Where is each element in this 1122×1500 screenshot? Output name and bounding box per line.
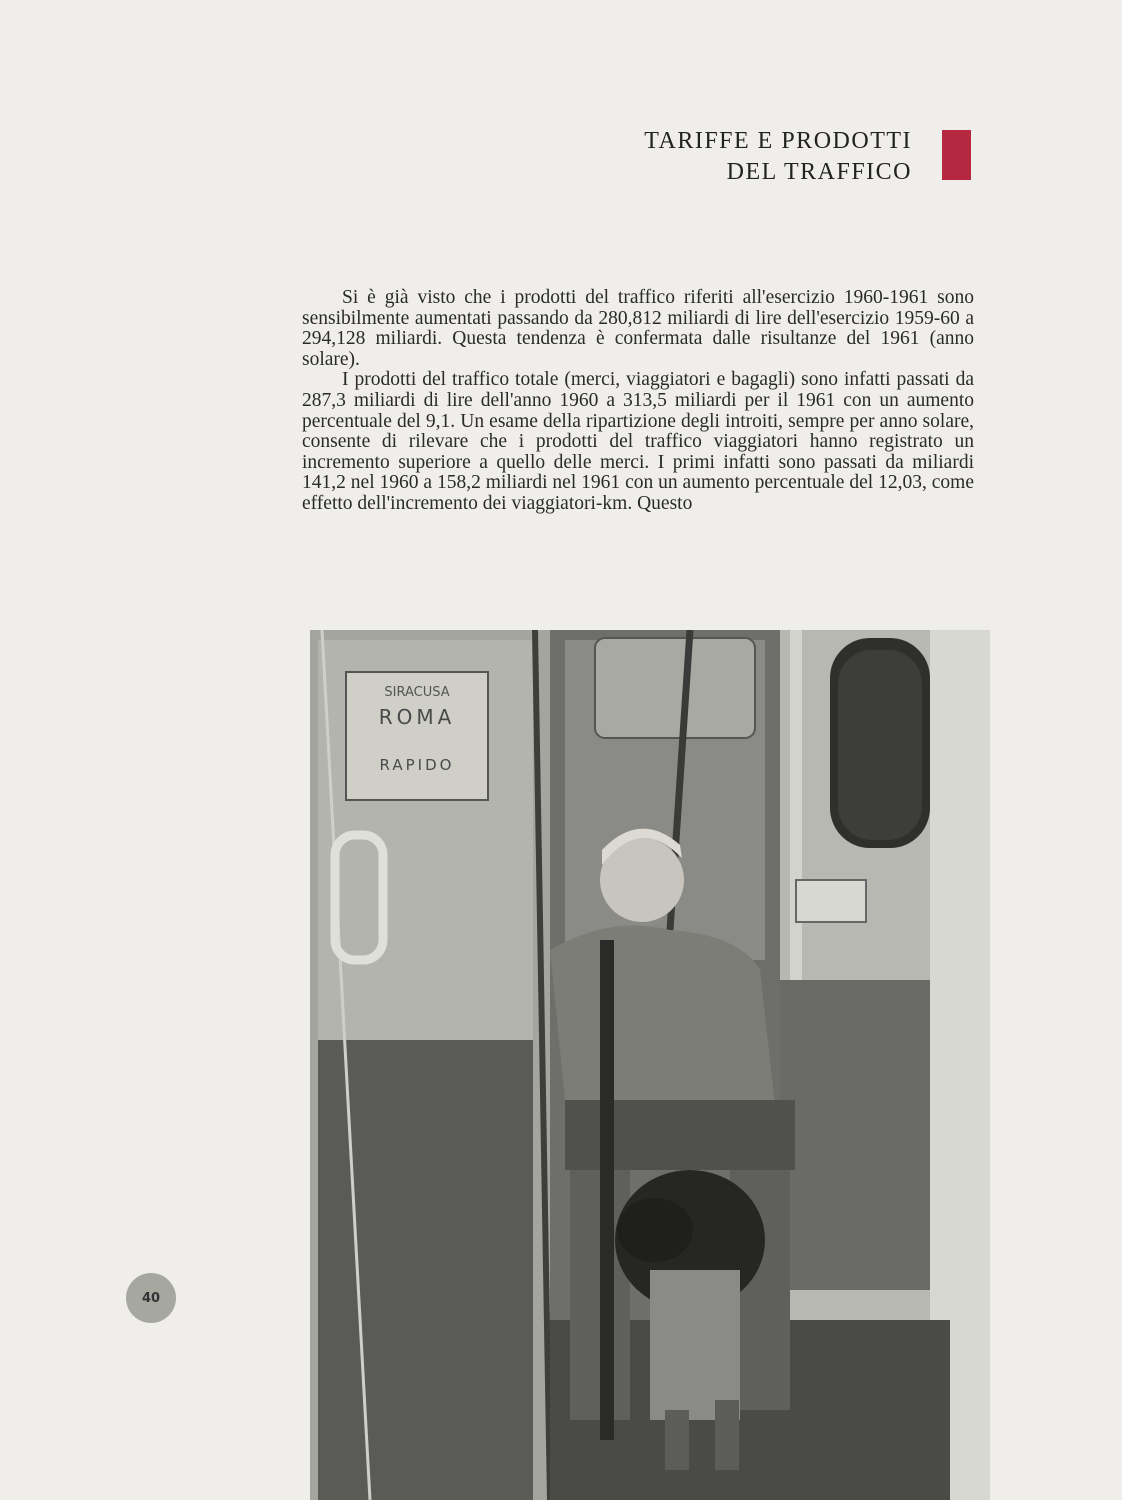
destination-sign bbox=[346, 672, 488, 800]
section-title bbox=[644, 126, 912, 188]
section-title-line-1: TARIFFE E PRODOTTI bbox=[644, 128, 912, 154]
body-text bbox=[302, 288, 974, 515]
section-marker bbox=[942, 130, 971, 180]
section-title-line-2: DEL TRAFFICO bbox=[726, 159, 912, 185]
paragraph-2: I prodotti del traffico totale (merci, viaggiatori e bagagli) sono infatti passati da 287,3 miliardi di lire dell'anno 1960 a 313,5 miliardi per il 1961 con un aumento percentuale del 9,1. Un esame della ripartizione degli introiti, sempre per anno solare, consente di rilevare che i prodotti del traffico viaggiatori hanno registrato un incremento superiore a quello delle merci. I primi infatti sono passati da miliardi 141,2 nel 1960 a 158,2 miliardi nel 1961 con un aumento percentuale del 12,03, come effetto dell'incremento dei viaggiatori-km. Questo bbox=[302, 369, 974, 514]
sign-line-3: RAPIDO bbox=[379, 756, 455, 774]
sign-line-1: SIRACUSA bbox=[384, 685, 450, 700]
sign-line-2: ROMA bbox=[378, 705, 456, 729]
paragraph-1: Si è già visto che i prodotti del traffico riferiti all'esercizio 1960-1961 sono sensibilmente aumentati passando da 280,812 miliardi di lire dell'esercizio 1959-60 a 294,128 miliardi. Questa tendenza è confermata dalle risultanze del 1961 (anno solare). bbox=[302, 287, 974, 370]
photo-hunter-with-dog-in-train bbox=[310, 630, 990, 1500]
page-number: 40 bbox=[126, 1273, 176, 1323]
